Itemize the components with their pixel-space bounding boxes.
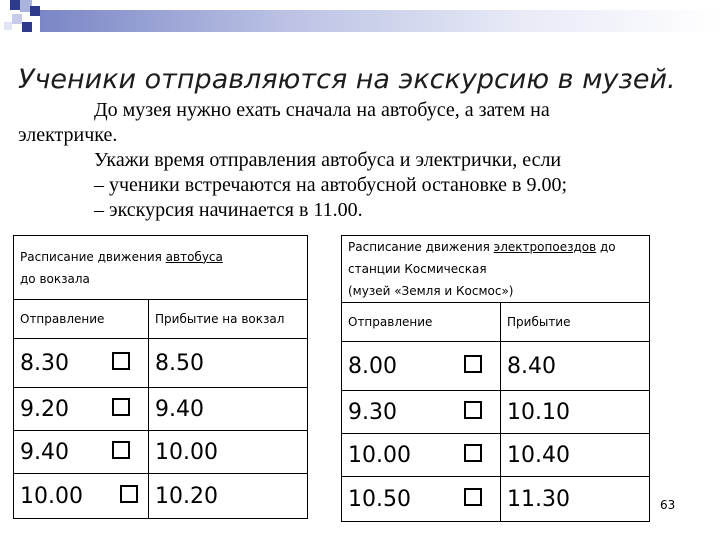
- train-heading-text: Расписание движения: [348, 240, 494, 254]
- slide-title: Ученики отправляются на экскурсию в музей.: [18, 64, 676, 95]
- bus-heading-link[interactable]: автобуса: [165, 249, 223, 264]
- checkbox[interactable]: [464, 444, 482, 462]
- bus-arrival-time: 9.40: [149, 388, 308, 431]
- bus-departure-time: 9.20: [20, 396, 69, 422]
- bus-arrival-time: 8.50: [149, 339, 308, 388]
- bus-departure-cell: [14, 474, 149, 519]
- bus-arrival-time: 10.00: [149, 431, 308, 474]
- bus-col-departure: Отправление: [14, 300, 149, 339]
- train-departure-cell: [342, 391, 501, 434]
- task-line: До музея нужно ехать сначала на автобусе, а затем на: [94, 99, 550, 121]
- checkbox[interactable]: [112, 352, 130, 370]
- train-schedule-table: [341, 235, 650, 522]
- task-line: электричке.: [18, 124, 118, 146]
- task-line: Укажи время отправления автобуса и электрички, если: [94, 149, 562, 171]
- bus-table-heading: [14, 236, 308, 300]
- train-departure-time: 10.50: [348, 486, 411, 512]
- header-decor-square: [4, 22, 12, 30]
- train-departure-time: 9.30: [348, 399, 397, 425]
- bus-departure-cell: [14, 431, 149, 474]
- train-heading-text: станции Космическая: [348, 262, 487, 276]
- bus-departure-time: 10.00: [20, 483, 83, 509]
- train-departure-cell: [342, 434, 501, 477]
- bus-heading-text: до вокзала: [20, 271, 90, 286]
- train-arrival-time: 8.40: [501, 342, 650, 391]
- checkbox[interactable]: [112, 398, 130, 416]
- train-col-arrival: Прибытие: [501, 303, 650, 342]
- bus-heading-text: Расписание движения: [20, 249, 166, 264]
- checkbox[interactable]: [464, 401, 482, 419]
- bus-schedule-table: [13, 235, 308, 519]
- task-line: – ученики встречаются на автобусной остановке в 9.00;: [94, 174, 568, 196]
- task-line: – экскурсия начинается в 11.00.: [94, 199, 363, 221]
- header-decor-square: [22, 22, 32, 32]
- train-arrival-time: 10.40: [501, 434, 650, 477]
- header-decor-square: [30, 6, 40, 16]
- bus-departure-cell: [14, 388, 149, 431]
- page-number: 63: [660, 498, 676, 512]
- bus-departure-time: 9.40: [20, 439, 69, 465]
- bus-departure-time: 8.30: [20, 350, 69, 376]
- header-decor-square: [10, 0, 20, 10]
- bus-col-arrival: Прибытие на вокзал: [149, 300, 308, 339]
- train-col-departure: Отправление: [342, 303, 501, 342]
- train-heading-text: до: [596, 240, 616, 254]
- train-departure-time: 8.00: [348, 353, 397, 379]
- header-gradient-band: [40, 10, 720, 32]
- train-arrival-time: 11.30: [501, 477, 650, 522]
- train-departure-cell: [342, 342, 501, 391]
- checkbox[interactable]: [464, 355, 482, 373]
- bus-departure-cell: [14, 339, 149, 388]
- checkbox[interactable]: [464, 488, 482, 506]
- train-arrival-time: 10.10: [501, 391, 650, 434]
- train-table-heading: [342, 236, 650, 303]
- bus-arrival-time: 10.20: [149, 474, 308, 519]
- train-departure-time: 10.00: [348, 442, 411, 468]
- train-heading-link[interactable]: электропоездов: [493, 240, 597, 254]
- checkbox[interactable]: [112, 441, 130, 459]
- header-decor-square: [12, 14, 22, 24]
- task-text: [18, 98, 658, 223]
- train-departure-cell: [342, 477, 501, 522]
- train-heading-text: (музей «Земля и Космос»): [348, 284, 514, 298]
- checkbox[interactable]: [120, 485, 138, 503]
